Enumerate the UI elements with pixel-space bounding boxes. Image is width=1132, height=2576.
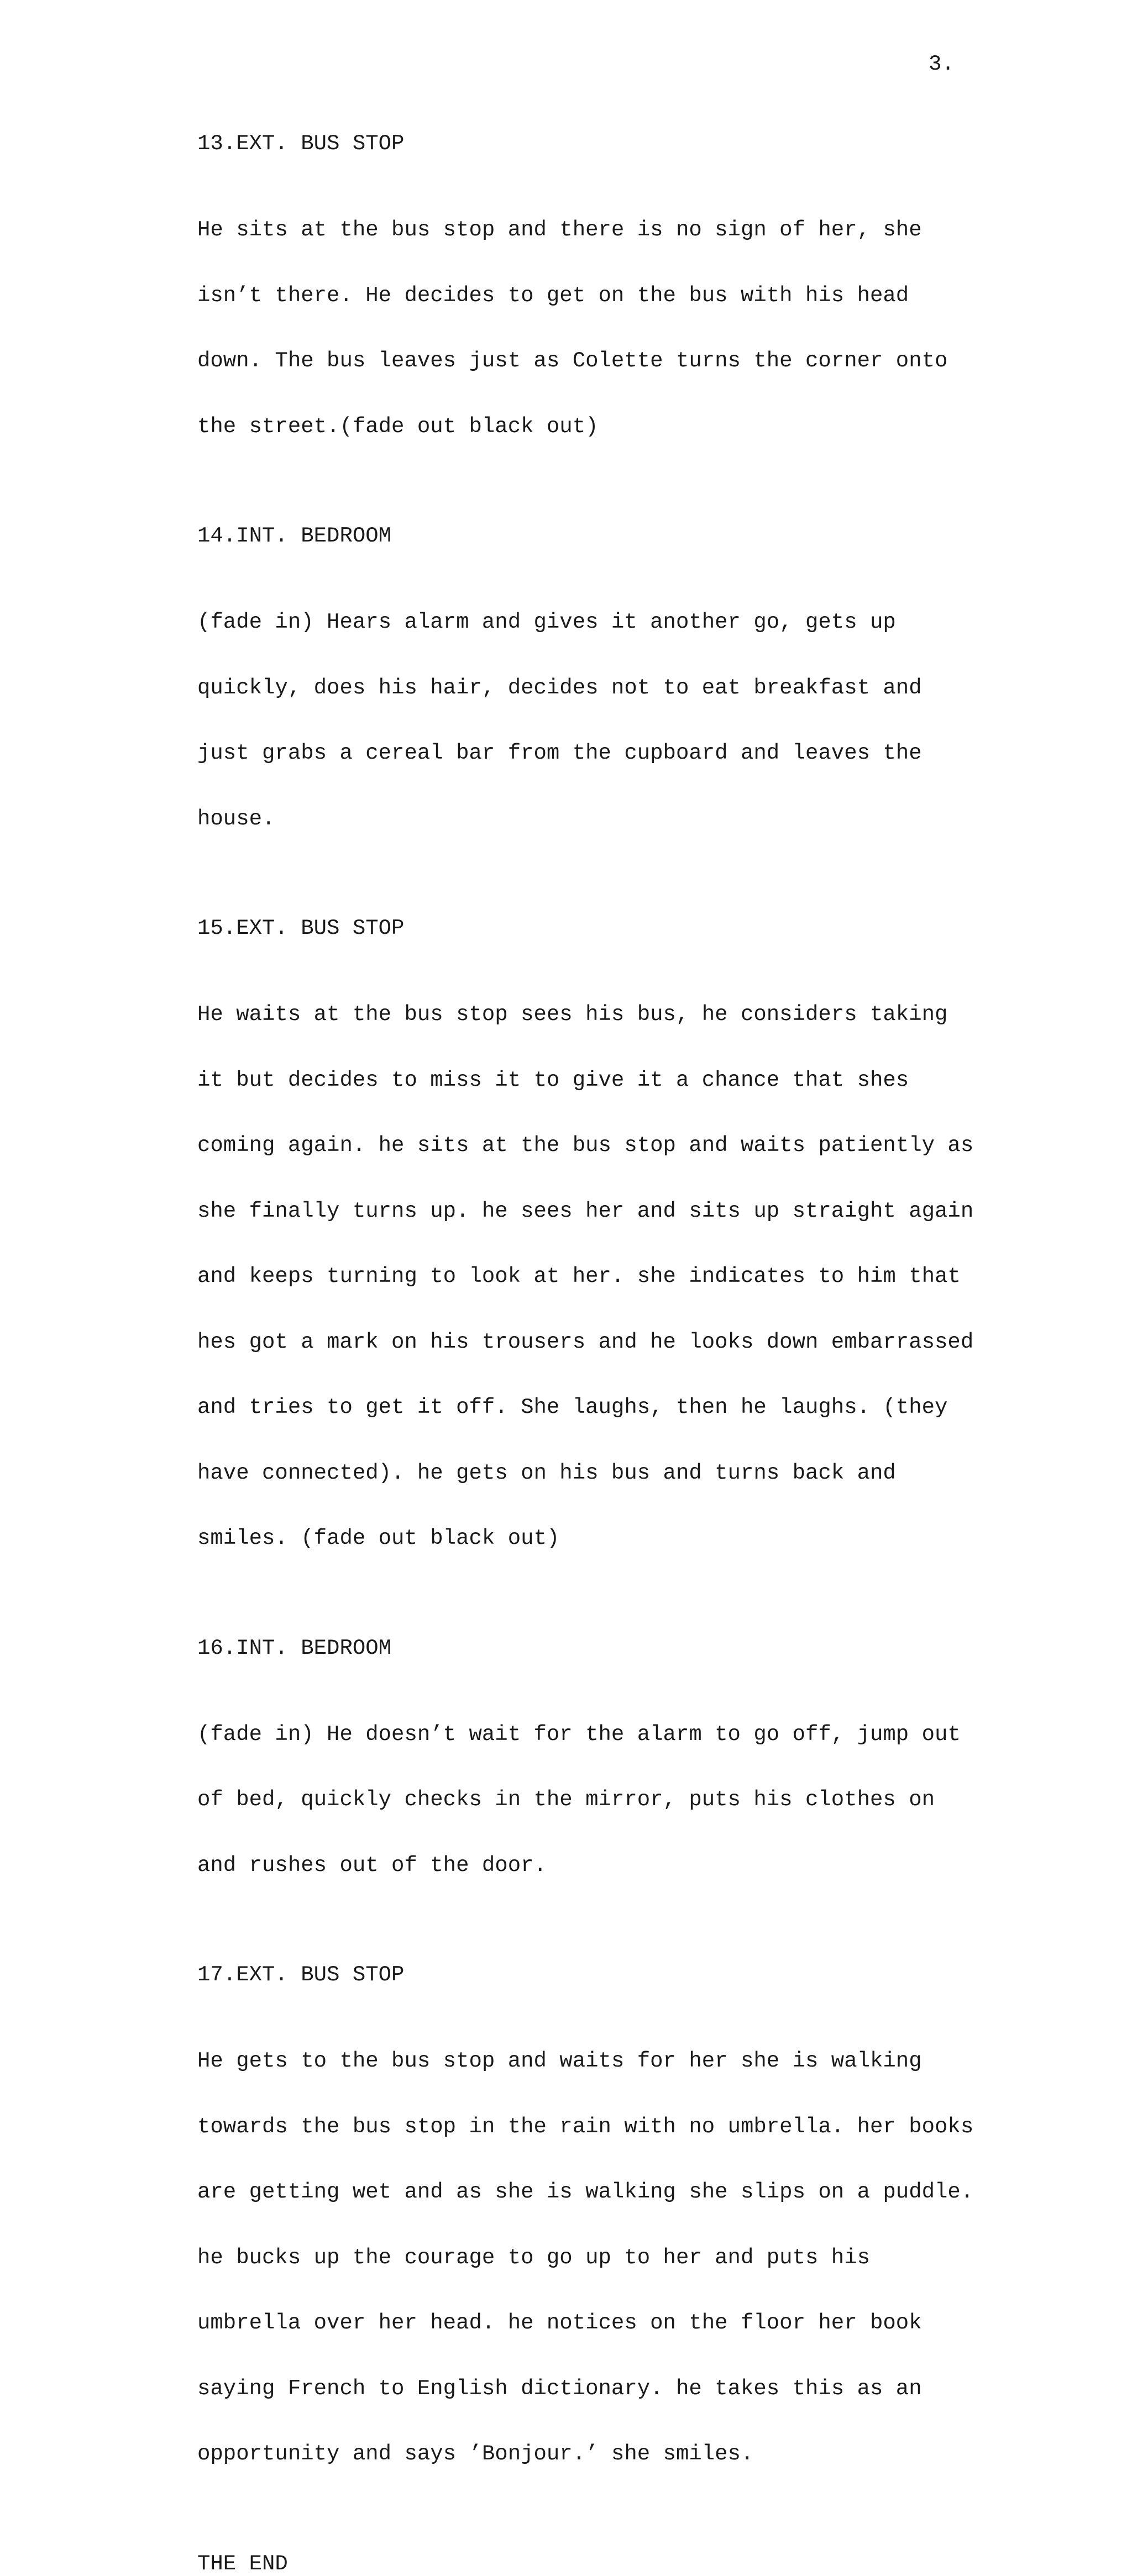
action-line: umbrella over her head. he notices on the floor her book <box>197 2311 922 2335</box>
scene-action <box>197 960 1037 1594</box>
action-line: are getting wet and as she is walking she slips on a puddle. <box>197 2180 974 2204</box>
action-line: (fade in) He doesn’t wait for the alarm to go off, jump out <box>197 1722 961 1747</box>
action-line: He waits at the bus stop sees his bus, he considers taking <box>197 1002 948 1027</box>
scene-14 <box>197 525 1037 874</box>
action-line: He gets to the bus stop and waits for her she is walking <box>197 2049 922 2073</box>
action-line: and rushes out of the door. <box>197 1853 547 1878</box>
action-line: he bucks up the courage to go up to her and puts his <box>197 2245 870 2270</box>
action-line: she finally turns up. he sees her and sits up straight again <box>197 1198 974 1223</box>
action-line: of bed, quickly checks in the mirror, puts his clothes on <box>197 1788 935 1812</box>
page-number: 3. <box>929 52 955 76</box>
scene-heading: 17.EXT. BUS STOP <box>197 1963 405 1987</box>
scene-action <box>197 1680 1037 1921</box>
action-line: just grabs a cereal bar from the cupboard and leaves the <box>197 741 922 765</box>
action-line: saying French to English dictionary. he takes this as an <box>197 2376 922 2401</box>
action-line: the street.(fade out black out) <box>197 414 599 439</box>
action-line: coming again. he sits at the bus stop and waits patiently as <box>197 1133 974 1158</box>
action-line: towards the bus stop in the rain with no umbrella. her books <box>197 2114 974 2139</box>
action-line: hes got a mark on his trousers and he looks down embarrassed <box>197 1329 974 1354</box>
scene-heading: 15.EXT. BUS STOP <box>197 916 405 940</box>
action-line: have connected). he gets on his bus and turns back and <box>197 1460 896 1485</box>
scene-heading: 13.EXT. BUS STOP <box>197 132 405 156</box>
action-line: opportunity and says ’Bonjour.’ she smiles. <box>197 2442 754 2466</box>
action-line: down. The bus leaves just as Colette turns the corner onto <box>197 349 948 373</box>
action-line: house. <box>197 806 275 831</box>
scene-15 <box>197 917 1037 1594</box>
action-line: He sits at the bus stop and there is no sign of her, she <box>197 218 922 242</box>
scene-heading: 16.INT. BEDROOM <box>197 1636 392 1660</box>
action-line: it but decides to miss it to give it a chance that shes <box>197 1068 909 1092</box>
scene-action <box>197 176 1037 481</box>
the-end: THE END <box>197 2551 288 2576</box>
action-line: (fade in) Hears alarm and gives it another go, gets up <box>197 610 896 634</box>
script-content <box>197 133 1037 2575</box>
scene-heading: 14.INT. BEDROOM <box>197 524 392 548</box>
action-line: quickly, does his hair, decides not to eat breakfast and <box>197 675 922 700</box>
action-line: and tries to get it off. She laughs, then he laughs. (they <box>197 1395 948 1420</box>
action-line: isn’t there. He decides to get on the bus with his head <box>197 283 909 308</box>
scene-action <box>197 2007 1037 2509</box>
scene-16 <box>197 1637 1037 1921</box>
scene-13 <box>197 133 1037 481</box>
scene-action <box>197 568 1037 874</box>
scene-17 <box>197 1964 1037 2509</box>
action-line: smiles. (fade out black out) <box>197 1526 560 1550</box>
action-line: and keeps turning to look at her. she indicates to him that <box>197 1264 961 1289</box>
